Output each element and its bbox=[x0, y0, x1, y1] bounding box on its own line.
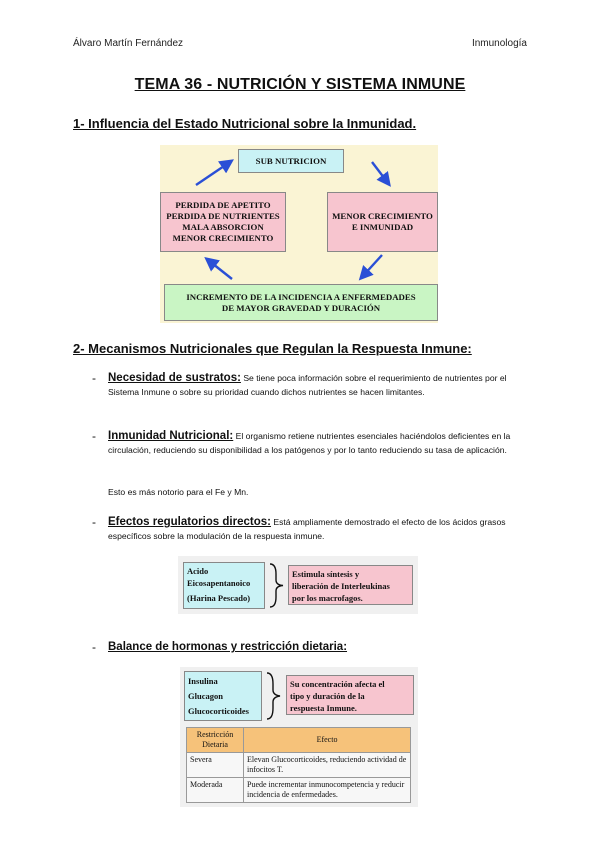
left-line-2: PERDIDA DE NUTRIENTES bbox=[166, 211, 280, 221]
page-title: TEMA 36 - NUTRICIÓN Y SISTEMA INMUNE bbox=[134, 76, 466, 93]
item-text: Se tiene poca información sobre el requerimiento de nutrientes por el Sistema Inmune o sobre su prioridad cuando dichos nutrientes se hacen limitantes. bbox=[108, 373, 507, 397]
fig3-right-box bbox=[286, 675, 414, 715]
table-row bbox=[187, 753, 411, 778]
item-label: Balance de hormonas y restricción dietaria: bbox=[108, 641, 348, 653]
left-line-1: PERDIDA DE APETITO bbox=[175, 200, 271, 210]
item-label: Inmunidad Nutricional: bbox=[108, 430, 234, 442]
list-item bbox=[92, 515, 527, 543]
fig2-left-line-3: (Harina Pescado) bbox=[187, 593, 251, 603]
left-line-3: MALA ABSORCION bbox=[182, 222, 264, 232]
fig2-right-box bbox=[288, 565, 413, 605]
fig3-left-line-1: Insulina bbox=[188, 676, 218, 686]
box-sub-nutricion-text: SUB NUTRICION bbox=[255, 155, 327, 166]
fig2-right-line-1: Estimula síntesis y bbox=[292, 569, 360, 579]
fig2-left-line-1: Acido bbox=[187, 566, 209, 576]
section2-heading: 2- Mecanismos Nutricionales que Regulan la Respuesta Inmune: bbox=[73, 341, 472, 356]
table-row bbox=[187, 778, 411, 803]
arrow-up-right-icon bbox=[196, 162, 230, 185]
list-item bbox=[92, 429, 527, 457]
bullet-dash-icon: - bbox=[92, 515, 96, 529]
bullet-dash-icon: - bbox=[92, 429, 96, 443]
fig2-left-box bbox=[183, 562, 265, 609]
diet-restriction-table bbox=[186, 727, 411, 803]
table-cell: Severa bbox=[187, 753, 244, 778]
arrow-up-left-icon bbox=[208, 260, 232, 279]
table-header-row bbox=[187, 728, 411, 753]
fig3-left-line-2: Glucagon bbox=[188, 691, 223, 701]
cycle-arrows bbox=[160, 145, 438, 323]
fig3-left-box bbox=[184, 671, 262, 721]
hormone-diet-figure bbox=[180, 667, 418, 807]
table-cell: Moderada bbox=[187, 778, 244, 803]
bullet-dash-icon: - bbox=[92, 640, 96, 654]
fig3-right-line-1: Su concentración afecta el bbox=[290, 679, 385, 689]
arrow-down-right-icon bbox=[372, 162, 388, 183]
item-note: Esto es más notorio para el Fe y Mn. bbox=[108, 487, 249, 497]
left-line-4: MENOR CRECIMIENTO bbox=[172, 233, 274, 243]
item-text: El organismo retiene nutrientes esenciales haciéndolos deficientes en la circulación, reduciendo su disponibilidad a los patógenos y por lo tanto reduciendo su tasa de aplicación. bbox=[108, 431, 511, 455]
table-header: Restricción Dietaria bbox=[187, 728, 244, 753]
bottom-line-1: INCREMENTO DE LA INCIDENCIA A ENFERMEDADES bbox=[186, 291, 416, 302]
right-line-1: MENOR CRECIMIENTO bbox=[332, 211, 433, 221]
item-text: Está ampliamente demostrado el efecto de los ácidos grasos específicos sobre la modulación de la respuesta inmune. bbox=[108, 517, 506, 541]
item-label: Efectos regulatorios directos: bbox=[108, 516, 271, 528]
list-item bbox=[92, 371, 527, 399]
arrow-down-left-icon bbox=[362, 255, 382, 277]
malnutrition-cycle-diagram bbox=[160, 145, 438, 323]
curly-brace-icon bbox=[265, 671, 283, 721]
fig3-right-line-3: respuesta Inmune. bbox=[290, 703, 357, 713]
table-cell: Elevan Glucocorticoides, reduciendo actividad de infocitos T. bbox=[244, 753, 411, 778]
fig2-left-line-2: Eicosapentanoico bbox=[187, 578, 251, 588]
header-subject: Inmunología bbox=[471, 38, 527, 49]
item-label: Necesidad de sustratos: bbox=[108, 372, 241, 384]
table-cell: Puede incrementar inmunocompetencia y reducir incidencia de enfermedades. bbox=[244, 778, 411, 803]
fig2-right-line-2: liberación de Interleukinas bbox=[292, 581, 390, 591]
fatty-acid-figure bbox=[178, 556, 418, 614]
right-line-2: E INMUNIDAD bbox=[351, 222, 414, 232]
section1-heading: 1- Influencia del Estado Nutricional sobre la Inmunidad. bbox=[73, 116, 417, 131]
table-header: Efecto bbox=[244, 728, 411, 753]
fig2-right-line-3: por los macrofagos. bbox=[292, 593, 363, 603]
fig3-right-line-2: tipo y duración de la bbox=[290, 691, 365, 701]
curly-brace-icon bbox=[268, 562, 286, 609]
fig3-left-line-3: Glucocorticoides bbox=[188, 706, 249, 716]
bottom-line-2: DE MAYOR GRAVEDAD Y DURACIÓN bbox=[221, 302, 381, 313]
bullet-dash-icon: - bbox=[92, 371, 96, 385]
list-item bbox=[92, 640, 527, 654]
header-author: Álvaro Martín Fernández bbox=[73, 38, 184, 49]
